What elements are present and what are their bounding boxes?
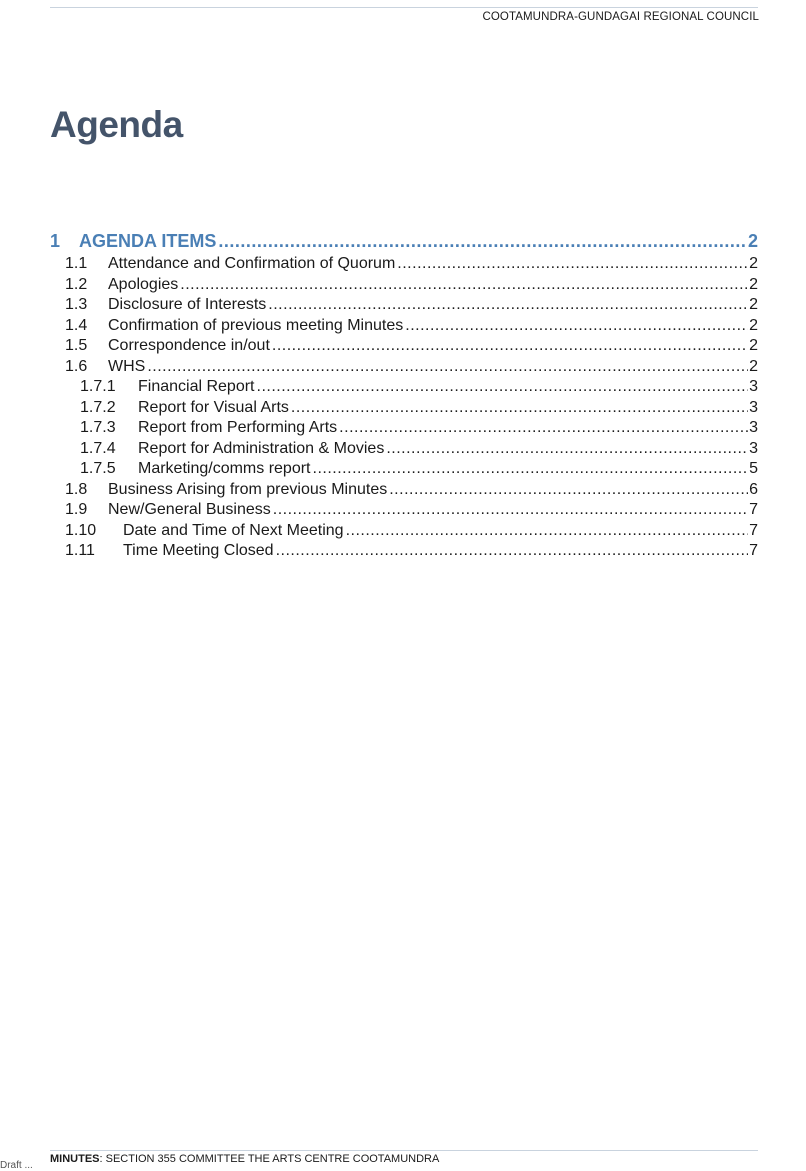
toc-leader <box>346 521 749 542</box>
toc-item[interactable] <box>50 275 758 296</box>
toc-section-page: 2 <box>747 231 758 251</box>
toc-item-page: 2 <box>749 337 758 354</box>
toc-item-page: 2 <box>749 316 758 334</box>
toc-subitem[interactable] <box>50 418 758 439</box>
page-title: Agenda <box>50 104 183 145</box>
toc-section-agenda-items[interactable] <box>50 228 758 254</box>
toc-item-number: 1.7.5 <box>80 460 116 477</box>
toc-item-page: 3 <box>749 419 758 436</box>
footer-rule <box>50 1150 758 1151</box>
toc-leader <box>272 336 748 357</box>
toc-item-page: 7 <box>749 501 758 518</box>
toc-item-page: 7 <box>749 542 758 559</box>
toc-item-label: WHS <box>108 357 146 375</box>
table-of-contents <box>50 228 758 562</box>
toc-item-label: Confirmation of previous meeting Minutes <box>108 316 404 334</box>
toc-section-number: 1 <box>50 231 61 251</box>
toc-item-number: 1.7.3 <box>80 419 116 436</box>
toc-item-number: 1.6 <box>65 357 88 375</box>
toc-subitem[interactable] <box>50 439 758 460</box>
toc-item-page: 3 <box>749 439 758 457</box>
toc-leader <box>389 480 748 501</box>
toc-item[interactable] <box>50 295 758 316</box>
toc-item-label: Apologies <box>108 275 179 293</box>
toc-item-number: 1.5 <box>65 337 88 354</box>
toc-item-page: 2 <box>749 255 758 272</box>
toc-subitem[interactable] <box>50 459 758 480</box>
toc-leader <box>218 228 747 254</box>
toc-item-label: Business Arising from previous Minutes <box>108 480 388 498</box>
toc-item-number: 1.3 <box>65 296 88 313</box>
toc-leader <box>257 377 749 398</box>
toc-item-page: 5 <box>749 460 758 477</box>
toc-item[interactable] <box>50 480 758 501</box>
toc-item[interactable] <box>50 541 758 562</box>
footer <box>50 1153 439 1165</box>
toc-item-number: 1.11 <box>65 542 95 559</box>
toc-leader <box>339 418 748 439</box>
toc-item-number: 1.10 <box>65 521 97 539</box>
toc-section-label: AGENDA ITEMS <box>79 231 217 251</box>
toc-item-label: Correspondence in/out <box>108 337 270 354</box>
toc-item-number: 1.7.1 <box>80 378 116 395</box>
toc-item-number: 1.1 <box>65 255 88 272</box>
toc-subitem[interactable] <box>50 377 758 398</box>
toc-item[interactable] <box>50 500 758 521</box>
toc-item-label: Date and Time of Next Meeting <box>123 521 344 539</box>
toc-item-number: 1.7.4 <box>80 439 116 457</box>
header-rule <box>50 7 758 8</box>
toc-leader <box>397 254 748 275</box>
header-organisation: COOTAMUNDRA-GUNDAGAI REGIONAL COUNCIL <box>482 11 759 23</box>
toc-item-page: 7 <box>749 521 758 539</box>
toc-item-label: Attendance and Confirmation of Quorum <box>108 255 396 272</box>
toc-item-page: 2 <box>749 357 758 375</box>
toc-item-number: 1.2 <box>65 275 88 293</box>
toc-leader <box>268 295 748 316</box>
toc-item[interactable] <box>50 316 758 337</box>
toc-item-page: 3 <box>749 398 758 416</box>
footer-text: : SECTION 355 COMMITTEE THE ARTS CENTRE COOTAMUNDRA <box>99 1153 440 1165</box>
toc-leader <box>180 275 748 296</box>
toc-item-label: Marketing/comms report <box>138 460 311 477</box>
toc-item-label: Report for Administration & Movies <box>138 439 385 457</box>
toc-item-page: 6 <box>749 480 758 498</box>
toc-leader <box>147 357 748 378</box>
toc-item-number: 1.4 <box>65 316 88 334</box>
toc-item-label: Time Meeting Closed <box>123 542 274 559</box>
toc-leader <box>313 459 749 480</box>
toc-leader <box>291 398 748 419</box>
toc-item-label: New/General Business <box>108 501 271 518</box>
toc-item[interactable] <box>50 521 758 542</box>
toc-item-label: Financial Report <box>138 378 255 395</box>
footer-prefix: MINUTES <box>50 1153 100 1165</box>
toc-item-number: 1.8 <box>65 480 88 498</box>
toc-item-page: 3 <box>749 378 758 395</box>
toc-item-label: Report from Performing Arts <box>138 419 338 436</box>
toc-item-label: Report for Visual Arts <box>138 398 289 416</box>
toc-item-number: 1.9 <box>65 501 88 518</box>
toc-subitem[interactable] <box>50 398 758 419</box>
toc-item-page: 2 <box>749 296 758 313</box>
toc-leader <box>386 439 748 460</box>
toc-item[interactable] <box>50 357 758 378</box>
toc-item-number: 1.7.2 <box>80 398 116 416</box>
toc-item-page: 2 <box>749 275 758 293</box>
toc-item[interactable] <box>50 336 758 357</box>
draft-label: Draft ... <box>0 1160 33 1171</box>
toc-item-label: Disclosure of Interests <box>108 296 267 313</box>
toc-leader <box>405 316 748 337</box>
toc-item[interactable] <box>50 254 758 275</box>
toc-leader <box>276 541 749 562</box>
toc-leader <box>273 500 748 521</box>
